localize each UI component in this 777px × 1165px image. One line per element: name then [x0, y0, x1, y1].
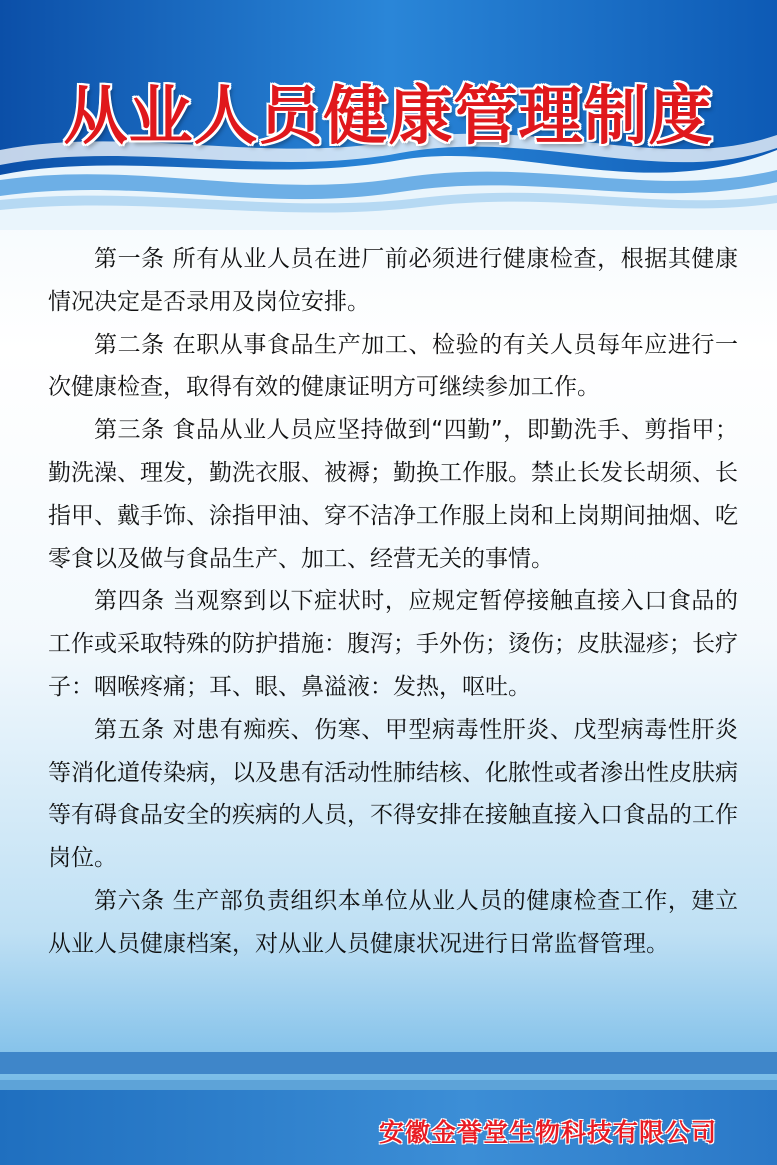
regulation-body: [48, 238, 738, 966]
page-title: 从业人员健康管理制度: [63, 80, 714, 154]
article-1: 第一条 所有从业人员在进厂前必须进行健康检查，根据其健康情况决定是否录用及岗位安排。: [48, 246, 738, 315]
article-3: 第三条 食品从业人员应坚持做到“四勤”，即勤洗手、剪指甲；勤洗澡、理发，勤洗衣服、被褥；勤换工作服。禁止长发长胡须、长指甲、戴手饰、涂指甲油、穿不洁净工作服上岗和上岗期间抽烟、吃零食以及做与食品生产、加工、经营无关的事情。: [48, 417, 738, 572]
article-5: 第五条 对患有痴疾、伤寒、甲型病毒性肝炎、戊型病毒性肝炎等消化道传染病，以及患有活动性肺结核、化脓性或者渗出性皮肤病等有碍食品安全的疾病的人员，不得安排在接触直接入口食品的工作岗位。: [48, 716, 738, 872]
article-4: 第四条 当观察到以下症状时，应规定暂停接触直接入口食品的工作或采取特殊的防护措施：腹泻；手外伤；烫伤；皮肤湿疹；长疗子：咽喉疼痛；耳、眼、鼻溢液：发热，呕吐。: [48, 588, 738, 700]
footer-stripe-thin: [0, 1080, 777, 1090]
footer-stripe-top: [0, 1052, 777, 1074]
article-2: 第二条 在职从事食品生产加工、检验的有关人员每年应进行一次健康检查，取得有效的健康证明方可继续参加工作。: [48, 331, 738, 401]
company-name: 安徽金誉堂生物科技有限公司: [378, 1118, 717, 1147]
article-6: 第六条 生产部负责组织本单位从业人员的健康检查工作，建立从业人员健康档案，对从业人员健康状况进行日常监督管理。: [48, 887, 738, 957]
